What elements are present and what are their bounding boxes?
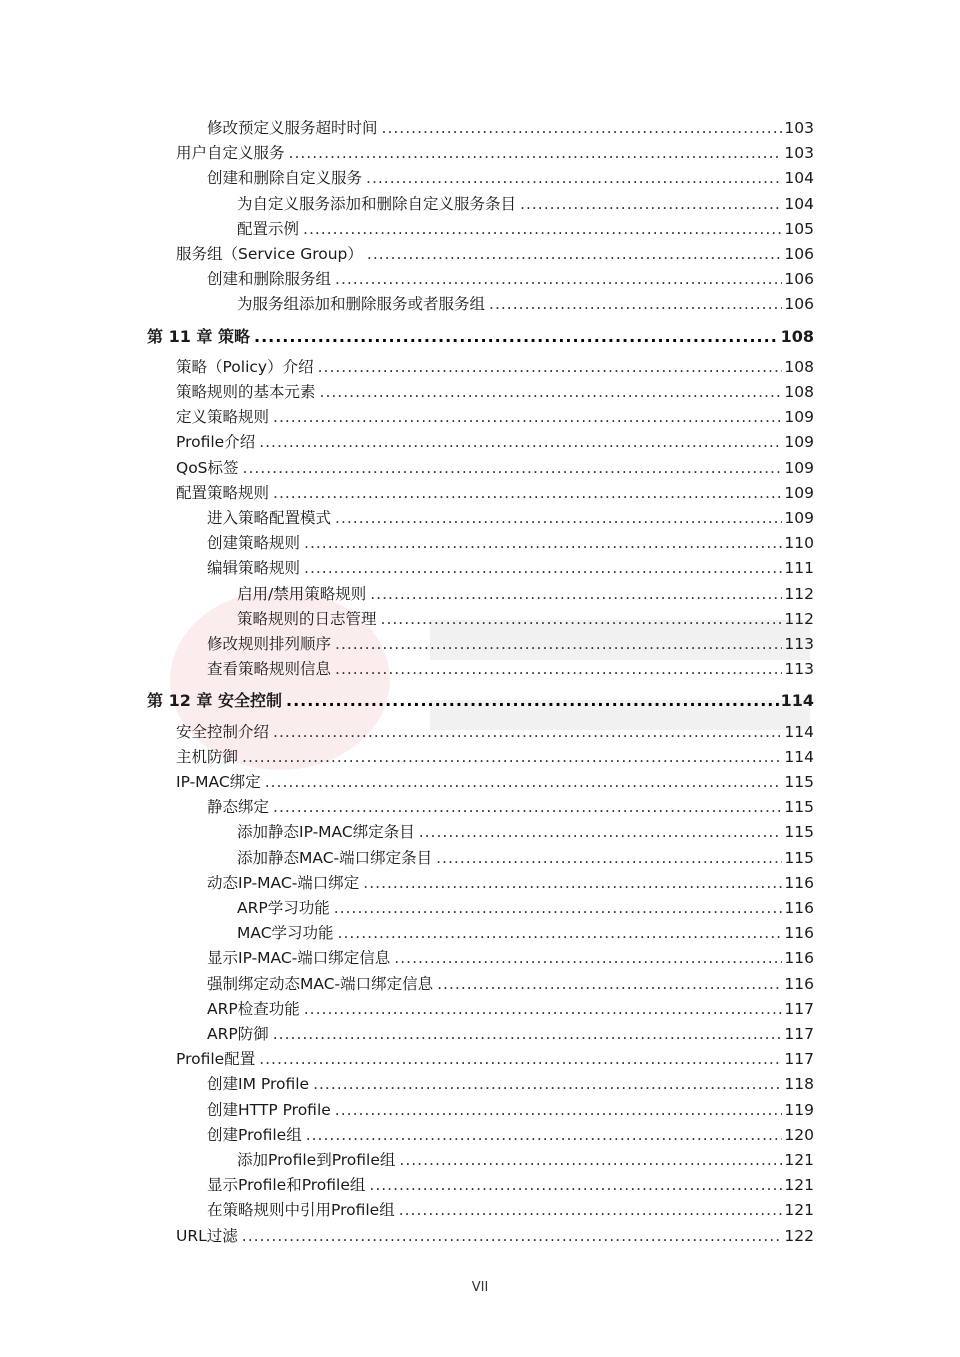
toc-entry-title: Profile介绍 bbox=[176, 433, 256, 452]
toc-entry-title: 第 12 章 安全控制 bbox=[147, 691, 282, 711]
toc-entry-title: 为自定义服务添加和删除自定义服务条目 bbox=[237, 194, 517, 213]
toc-entry-title: 添加静态IP-MAC绑定条目 bbox=[237, 823, 415, 842]
toc-entry-page: 113 bbox=[784, 635, 814, 653]
toc-entry[interactable] bbox=[207, 166, 814, 191]
toc-dot-leader bbox=[289, 141, 783, 166]
toc-entry-page: 116 bbox=[784, 949, 814, 968]
toc-entry-title: 修改规则排列顺序 bbox=[207, 635, 332, 653]
toc-entry[interactable] bbox=[207, 1198, 814, 1223]
toc-entry-title: 用户自定义服务 bbox=[176, 144, 285, 163]
toc-entry-title: 安全控制介绍 bbox=[176, 722, 270, 741]
toc-dot-leader bbox=[303, 217, 782, 242]
toc-dot-leader bbox=[273, 1022, 783, 1047]
toc-entry-page: 114 bbox=[784, 747, 814, 766]
toc-entry[interactable] bbox=[207, 795, 814, 820]
toc-entry-title: ARP学习功能 bbox=[237, 899, 330, 917]
toc-entry[interactable] bbox=[237, 921, 814, 946]
toc-entry-title: 创建策略规则 bbox=[207, 534, 301, 553]
toc-dot-leader bbox=[437, 972, 782, 997]
toc-dot-leader bbox=[304, 997, 783, 1022]
toc-entry-title: 启用/禁用策略规则 bbox=[237, 584, 367, 603]
toc-entry[interactable] bbox=[207, 1022, 814, 1047]
toc-dot-leader bbox=[259, 430, 782, 455]
toc-dot-leader bbox=[273, 481, 782, 506]
toc-entry-page: 120 bbox=[784, 1125, 814, 1144]
toc-entry[interactable] bbox=[237, 1148, 814, 1173]
toc-entry[interactable] bbox=[176, 1224, 814, 1249]
toc-entry[interactable] bbox=[207, 871, 814, 896]
toc-entry-page: 112 bbox=[784, 584, 814, 603]
toc-entry-page: 108 bbox=[780, 326, 814, 346]
toc-dot-leader bbox=[242, 1224, 783, 1249]
toc-entry[interactable] bbox=[237, 582, 814, 607]
toc-entry-page: 115 bbox=[784, 773, 814, 791]
toc-entry-page: 109 bbox=[784, 458, 814, 477]
toc-entry-title: URL过滤 bbox=[176, 1226, 238, 1245]
toc-entry[interactable] bbox=[207, 267, 814, 292]
toc-entry[interactable] bbox=[207, 657, 814, 682]
toc-entry-title: 创建HTTP Profile bbox=[207, 1100, 331, 1119]
toc-entry-page: 113 bbox=[784, 660, 814, 679]
toc-entry-page: 115 bbox=[784, 798, 814, 817]
toc-entry-title: 动态IP-MAC-端口绑定 bbox=[207, 873, 360, 892]
toc-dot-leader bbox=[370, 582, 782, 607]
toc-entry[interactable] bbox=[237, 607, 814, 632]
toc-entry[interactable] bbox=[176, 430, 814, 455]
toc-entry[interactable] bbox=[176, 242, 814, 267]
toc-entry-page: 106 bbox=[784, 245, 814, 263]
toc-dot-leader bbox=[335, 632, 782, 657]
toc-entry[interactable] bbox=[176, 380, 814, 405]
toc-entry-title: 在策略规则中引用Profile组 bbox=[207, 1201, 395, 1220]
toc-entry-page: 106 bbox=[784, 270, 814, 289]
toc-dot-leader bbox=[520, 192, 782, 217]
toc-dot-leader bbox=[334, 896, 783, 921]
toc-entry-title: 显示Profile和Profile组 bbox=[207, 1176, 366, 1195]
toc-dot-leader bbox=[243, 456, 783, 481]
toc-entry[interactable] bbox=[176, 481, 814, 506]
toc-entry[interactable] bbox=[207, 1123, 814, 1148]
toc-dot-leader bbox=[242, 745, 782, 770]
toc-entry-title: 配置示例 bbox=[237, 219, 300, 238]
toc-dot-leader bbox=[304, 531, 782, 556]
toc-entry[interactable] bbox=[237, 896, 814, 921]
toc-entry-page: 116 bbox=[784, 924, 814, 943]
toc-chapter-entry[interactable] bbox=[147, 324, 814, 349]
toc-dot-leader bbox=[320, 380, 783, 405]
toc-entry[interactable] bbox=[207, 506, 814, 531]
toc-entry-title: 创建和删除自定义服务 bbox=[207, 169, 363, 188]
toc-dot-leader bbox=[382, 116, 783, 141]
toc-entry[interactable] bbox=[207, 946, 814, 971]
toc-entry[interactable] bbox=[237, 217, 814, 242]
toc-entry-title: 为服务组添加和删除服务或者服务组 bbox=[237, 295, 486, 314]
toc-entry[interactable] bbox=[207, 1072, 814, 1097]
toc-entry[interactable] bbox=[207, 116, 814, 141]
toc-entry-page: 104 bbox=[784, 194, 814, 213]
toc-entry-page: 115 bbox=[784, 823, 814, 842]
page-footer bbox=[0, 1280, 960, 1295]
toc-dot-leader bbox=[335, 657, 782, 682]
toc-entry-title: 主机防御 bbox=[176, 747, 239, 766]
toc-dot-leader bbox=[489, 292, 782, 317]
toc-entry-title: 查看策略规则信息 bbox=[207, 660, 332, 679]
toc-entry-title: 创建Profile组 bbox=[207, 1125, 302, 1144]
toc-dot-leader bbox=[394, 946, 782, 971]
toc-dot-leader bbox=[436, 846, 782, 871]
toc-entry-title: 编辑策略规则 bbox=[207, 559, 301, 578]
toc-entry-title: Profile配置 bbox=[176, 1050, 256, 1069]
toc-dot-leader bbox=[273, 720, 782, 745]
toc-entry-title: 定义策略规则 bbox=[176, 408, 270, 427]
toc-entry[interactable] bbox=[176, 745, 814, 770]
toc-entry-title: 策略规则的日志管理 bbox=[237, 609, 377, 628]
toc-entry-title: MAC学习功能 bbox=[237, 924, 334, 943]
toc-entry-title: 创建IM Profile bbox=[207, 1075, 310, 1094]
toc-dot-leader bbox=[254, 324, 779, 349]
toc-entry-page: 110 bbox=[784, 534, 814, 553]
toc-dot-leader bbox=[381, 607, 783, 632]
toc-entry-page: 121 bbox=[784, 1176, 814, 1195]
toc-entry-title: 服务组（Service Group） bbox=[176, 245, 363, 263]
toc-dot-leader bbox=[313, 1072, 782, 1097]
toc-entry-page: 108 bbox=[784, 357, 814, 376]
toc-entry-page: 116 bbox=[784, 873, 814, 892]
toc-entry-page: 112 bbox=[784, 609, 814, 628]
toc-entry[interactable] bbox=[176, 456, 814, 481]
toc-entry-title: 创建和删除服务组 bbox=[207, 270, 332, 289]
toc-dot-leader bbox=[366, 166, 782, 191]
toc-entry-page: 109 bbox=[784, 433, 814, 452]
toc-entry-page: 118 bbox=[784, 1075, 814, 1094]
toc-entry-title: 修改预定义服务超时时间 bbox=[207, 119, 378, 137]
toc-entry[interactable] bbox=[207, 531, 814, 556]
toc-entry-page: 105 bbox=[784, 219, 814, 238]
toc-entry[interactable] bbox=[237, 192, 814, 217]
toc-entry[interactable] bbox=[207, 997, 814, 1022]
toc-dot-leader bbox=[338, 921, 783, 946]
toc-entry-page: 116 bbox=[784, 974, 814, 993]
toc-entry[interactable] bbox=[237, 846, 814, 871]
toc-dot-leader bbox=[304, 556, 782, 581]
toc-entry-page: 117 bbox=[784, 1050, 814, 1069]
toc-entry-page: 104 bbox=[784, 169, 814, 188]
toc-chapter-entry[interactable] bbox=[147, 688, 814, 713]
toc-entry-page: 109 bbox=[784, 509, 814, 527]
toc-entry-title: 策略（Policy）介绍 bbox=[176, 357, 314, 376]
toc-entry-page: 109 bbox=[784, 408, 814, 427]
toc-entry-title: 显示IP-MAC-端口绑定信息 bbox=[207, 949, 391, 968]
toc-entry[interactable] bbox=[207, 1098, 814, 1123]
toc-dot-leader bbox=[335, 506, 782, 531]
toc-entry-title: 进入策略配置模式 bbox=[207, 509, 332, 527]
toc-dot-leader bbox=[335, 1098, 783, 1123]
toc-entry[interactable] bbox=[237, 292, 814, 317]
toc-dot-leader bbox=[265, 770, 783, 795]
toc-entry-page: 119 bbox=[784, 1100, 814, 1119]
toc-entry[interactable] bbox=[176, 355, 814, 380]
toc-entry-title: 添加静态MAC-端口绑定条目 bbox=[237, 848, 433, 867]
toc-entry-title: 静态绑定 bbox=[207, 798, 270, 817]
toc-dot-leader bbox=[318, 355, 783, 380]
toc-entry-page: 121 bbox=[784, 1201, 814, 1220]
toc-entry-title: ARP检查功能 bbox=[207, 999, 300, 1018]
toc-entry-page: 117 bbox=[784, 1025, 814, 1043]
toc-entry[interactable] bbox=[207, 632, 814, 657]
toc-dot-leader bbox=[367, 242, 783, 267]
toc-entry-title: 强制绑定动态MAC-端口绑定信息 bbox=[207, 974, 434, 993]
page-number: VII bbox=[471, 1280, 489, 1295]
toc-entry-page: 103 bbox=[784, 119, 814, 137]
toc-dot-leader bbox=[273, 405, 782, 430]
toc-entry-title: 添加Profile到Profile组 bbox=[237, 1151, 396, 1169]
toc-dot-leader bbox=[306, 1123, 783, 1148]
toc-dot-leader bbox=[399, 1198, 783, 1223]
toc-entry-page: 117 bbox=[784, 999, 814, 1018]
toc-entry-page: 121 bbox=[784, 1151, 814, 1169]
toc-entry[interactable] bbox=[176, 405, 814, 430]
toc-entry[interactable] bbox=[237, 820, 814, 845]
toc-entry-page: 109 bbox=[784, 483, 814, 502]
toc-entry-page: 106 bbox=[784, 295, 814, 314]
toc-entry[interactable] bbox=[207, 972, 814, 997]
toc-dot-leader bbox=[259, 1047, 782, 1072]
toc-entry-title: IP-MAC绑定 bbox=[176, 773, 261, 791]
toc-entry[interactable] bbox=[176, 770, 814, 795]
toc-entry-title: ARP防御 bbox=[207, 1025, 269, 1043]
toc-entry-page: 116 bbox=[784, 899, 814, 917]
toc-entry-title: QoS标签 bbox=[176, 458, 239, 477]
toc-entry-page: 114 bbox=[784, 722, 814, 741]
toc-dot-leader bbox=[335, 267, 782, 292]
toc-entry[interactable] bbox=[176, 720, 814, 745]
toc-entry-page: 114 bbox=[780, 691, 814, 711]
toc-entry-page: 108 bbox=[784, 383, 814, 401]
toc-entry-title: 策略规则的基本元素 bbox=[176, 383, 316, 401]
toc-entry-page: 115 bbox=[784, 848, 814, 867]
toc-entry[interactable] bbox=[176, 141, 814, 166]
toc-entry-title: 第 11 章 策略 bbox=[147, 326, 250, 346]
toc-entry-page: 122 bbox=[784, 1226, 814, 1245]
toc-dot-leader bbox=[363, 871, 782, 896]
toc-entry-page: 111 bbox=[784, 559, 814, 578]
toc-entry-page: 103 bbox=[784, 144, 814, 163]
toc-dot-leader bbox=[286, 688, 779, 713]
toc-dot-leader bbox=[419, 820, 783, 845]
toc-dot-leader bbox=[399, 1148, 782, 1173]
toc-dot-leader bbox=[369, 1173, 782, 1198]
toc-entry-title: 配置策略规则 bbox=[176, 483, 270, 502]
toc-entry[interactable] bbox=[207, 556, 814, 581]
toc-dot-leader bbox=[273, 795, 782, 820]
toc-entry[interactable] bbox=[207, 1173, 814, 1198]
toc-entry[interactable] bbox=[176, 1047, 814, 1072]
